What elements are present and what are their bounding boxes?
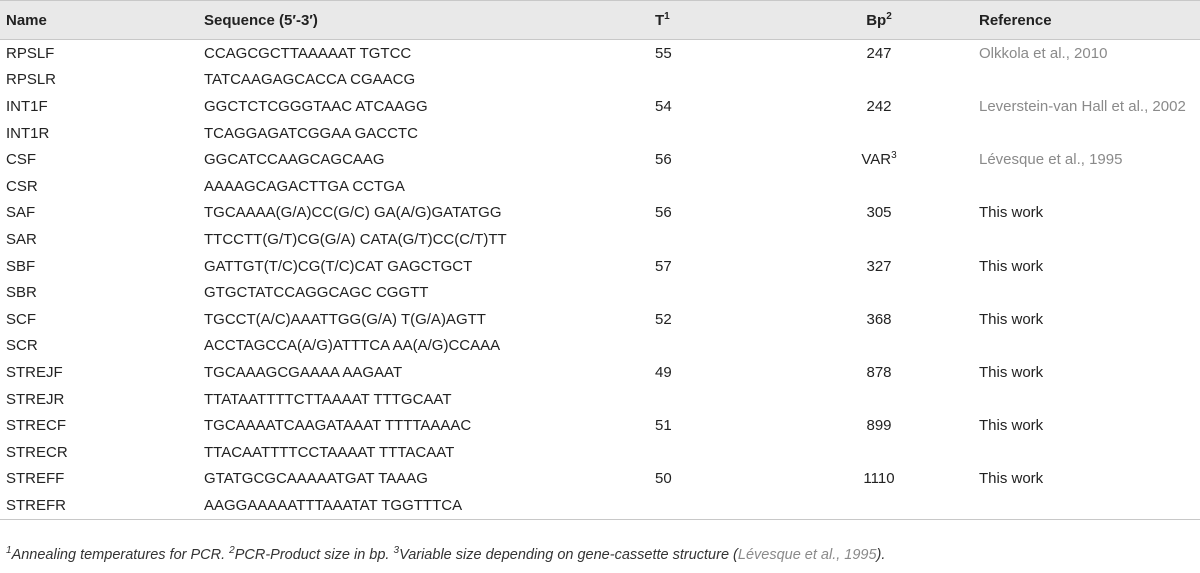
cell-bp bbox=[779, 253, 979, 280]
cell-sequence bbox=[204, 253, 655, 280]
cell-name bbox=[0, 333, 204, 360]
cell-temperature-text: 57 bbox=[655, 257, 672, 275]
cell-temperature bbox=[655, 386, 779, 413]
cell-bp bbox=[779, 466, 979, 493]
cell-bp-text: 368 bbox=[866, 310, 892, 328]
footnote-text-4: ). bbox=[876, 547, 886, 563]
cell-reference bbox=[979, 439, 1200, 466]
cell-sequence bbox=[204, 333, 655, 360]
cell-reference bbox=[979, 306, 1200, 333]
reference-link[interactable]: Lévesque et al., 1995 bbox=[979, 151, 1123, 169]
cell-reference-text: This work bbox=[979, 470, 1044, 488]
header-name bbox=[0, 1, 204, 40]
cell-bp bbox=[779, 200, 979, 227]
cell-temperature bbox=[655, 253, 779, 280]
cell-sequence bbox=[204, 386, 655, 413]
cell-reference bbox=[979, 466, 1200, 493]
header-temperature-label: T bbox=[655, 11, 665, 29]
cell-temperature bbox=[655, 67, 779, 94]
cell-name bbox=[0, 279, 204, 306]
header-reference bbox=[979, 1, 1200, 40]
cell-sequence bbox=[204, 67, 655, 94]
table-body bbox=[0, 40, 1200, 520]
reference-link[interactable]: Olkkola et al., 2010 bbox=[979, 44, 1108, 62]
cell-sequence bbox=[204, 93, 655, 120]
cell-reference bbox=[979, 200, 1200, 227]
cell-name-text: INT1F bbox=[6, 97, 48, 115]
cell-bp-text: 1110 bbox=[863, 470, 895, 488]
cell-bp bbox=[779, 492, 979, 519]
cell-temperature bbox=[655, 173, 779, 200]
cell-reference-text: This work bbox=[979, 417, 1044, 435]
cell-name bbox=[0, 412, 204, 439]
cell-reference bbox=[979, 226, 1200, 253]
cell-name-text: SCR bbox=[6, 337, 38, 355]
table-row bbox=[0, 226, 1200, 253]
table-row bbox=[0, 40, 1200, 67]
cell-reference bbox=[979, 67, 1200, 94]
cell-bp bbox=[779, 40, 979, 67]
cell-name bbox=[0, 226, 204, 253]
footnote-text-1: Annealing temperatures for PCR. bbox=[11, 547, 230, 563]
table-footnote bbox=[6, 547, 885, 563]
cell-bp bbox=[779, 146, 979, 173]
header-bp-label: Bp bbox=[866, 11, 887, 29]
cell-temperature bbox=[655, 93, 779, 120]
cell-bp bbox=[779, 333, 979, 360]
cell-reference-text: This work bbox=[979, 363, 1044, 381]
cell-name-text: SAF bbox=[6, 204, 36, 222]
footnote-text-2: PCR-Product size in bp. bbox=[234, 547, 394, 563]
cell-name-text: STRECR bbox=[6, 443, 68, 461]
cell-name-text: SAR bbox=[6, 230, 37, 248]
cell-sequence-text: TTACAATTTTCCTAAAAT TTTACAAT bbox=[204, 443, 455, 461]
cell-name bbox=[0, 40, 204, 67]
cell-bp bbox=[779, 386, 979, 413]
cell-bp-text: 305 bbox=[866, 204, 892, 222]
cell-sequence bbox=[204, 466, 655, 493]
cell-temperature bbox=[655, 146, 779, 173]
cell-sequence-text: TATCAAGAGCACCA CGAACG bbox=[204, 71, 416, 89]
footnote-mark-2: 2 bbox=[229, 545, 235, 557]
table-row bbox=[0, 67, 1200, 94]
cell-bp bbox=[779, 120, 979, 147]
cell-sequence bbox=[204, 412, 655, 439]
cell-bp-text: VAR bbox=[861, 151, 892, 169]
table-header bbox=[0, 1, 1200, 40]
cell-sequence bbox=[204, 146, 655, 173]
cell-reference bbox=[979, 279, 1200, 306]
cell-bp bbox=[779, 173, 979, 200]
cell-bp bbox=[779, 279, 979, 306]
table-row bbox=[0, 253, 1200, 280]
cell-sequence bbox=[204, 200, 655, 227]
cell-reference bbox=[979, 386, 1200, 413]
cell-bp-text: 878 bbox=[866, 363, 892, 381]
table-row bbox=[0, 173, 1200, 200]
cell-name-text: INT1R bbox=[6, 124, 50, 142]
cell-sequence-text: GGCATCCAAGCAGCAAG bbox=[204, 151, 385, 169]
header-bp bbox=[779, 1, 979, 40]
cell-temperature bbox=[655, 306, 779, 333]
cell-name bbox=[0, 439, 204, 466]
cell-bp bbox=[779, 93, 979, 120]
cell-temperature-text: 55 bbox=[655, 44, 672, 62]
footnote-mark-3: 3 bbox=[393, 545, 400, 557]
cell-name bbox=[0, 173, 204, 200]
cell-reference bbox=[979, 253, 1200, 280]
cell-temperature bbox=[655, 439, 779, 466]
cell-sequence bbox=[204, 306, 655, 333]
cell-name bbox=[0, 492, 204, 519]
cell-sequence-text: TGCAAAATCAAGATAAAT TTTTAAAAC bbox=[204, 417, 472, 435]
header-row bbox=[0, 1, 1200, 40]
cell-reference-text: This work bbox=[979, 257, 1044, 275]
cell-name bbox=[0, 200, 204, 227]
cell-sequence bbox=[204, 226, 655, 253]
cell-sequence-text: TGCAAAGCGAAAA AAGAAT bbox=[204, 363, 403, 381]
cell-sequence-text: CCAGCGCTTAAAAAT TGTCC bbox=[204, 44, 412, 62]
cell-reference-text: This work bbox=[979, 204, 1044, 222]
cell-temperature bbox=[655, 279, 779, 306]
cell-sequence-text: TTCCTT(G/T)CG(G/A) CATA(G/T)CC(C/T)TT bbox=[204, 230, 507, 248]
cell-bp bbox=[779, 226, 979, 253]
footnote-text-3: Variable size depending on gene-cassette structure ( bbox=[399, 547, 738, 563]
cell-sequence-text: ACCTAGCCA(A/G)ATTTCA AA(A/G)CCAAA bbox=[204, 337, 501, 355]
cell-sequence bbox=[204, 492, 655, 519]
cell-sequence bbox=[204, 279, 655, 306]
table-row bbox=[0, 306, 1200, 333]
cell-sequence-text: GGCTCTCGGGTAAC ATCAAGG bbox=[204, 97, 428, 115]
header-sequence bbox=[204, 1, 655, 40]
cell-temperature-text: 50 bbox=[655, 470, 672, 488]
cell-sequence bbox=[204, 359, 655, 386]
cell-name bbox=[0, 466, 204, 493]
cell-name bbox=[0, 93, 204, 120]
cell-name bbox=[0, 359, 204, 386]
cell-sequence-text: GTGCTATCCAGGCAGC CGGTT bbox=[204, 284, 429, 302]
header-sequence-label: Sequence (5′-3′) bbox=[204, 11, 318, 29]
cell-name-text: STREFF bbox=[6, 470, 65, 488]
cell-name-text: CSR bbox=[6, 177, 38, 195]
cell-temperature bbox=[655, 40, 779, 67]
cell-name-text: RPSLF bbox=[6, 44, 55, 62]
cell-reference bbox=[979, 359, 1200, 386]
cell-sequence-text: AAAAGCAGACTTGA CCTGA bbox=[204, 177, 405, 195]
footnote-mark-1: 1 bbox=[6, 545, 12, 557]
header-name-label: Name bbox=[6, 11, 47, 29]
cell-temperature-text: 56 bbox=[655, 151, 672, 169]
cell-sequence-text: TGCCT(A/C)AAATTGG(G/A) T(G/A)AGTT bbox=[204, 310, 486, 328]
cell-name-text: STREJR bbox=[6, 390, 65, 408]
table-row bbox=[0, 93, 1200, 120]
cell-reference bbox=[979, 120, 1200, 147]
cell-name-text: SBF bbox=[6, 257, 36, 275]
header-bp-footnote-mark: 2 bbox=[886, 10, 892, 22]
cell-sequence-text: GTATGCGCAAAAATGAT TAAAG bbox=[204, 470, 428, 488]
cell-temperature-text: 51 bbox=[655, 417, 672, 435]
cell-temperature bbox=[655, 200, 779, 227]
table-row bbox=[0, 386, 1200, 413]
cell-temperature-text: 49 bbox=[655, 363, 672, 381]
cell-name-text: STREJF bbox=[6, 363, 63, 381]
cell-bp bbox=[779, 67, 979, 94]
table-row bbox=[0, 333, 1200, 360]
cell-reference bbox=[979, 93, 1200, 120]
table-row bbox=[0, 466, 1200, 493]
cell-name-text: STRECF bbox=[6, 417, 66, 435]
header-temperature-footnote-mark: 1 bbox=[664, 10, 670, 22]
footnote-citation-link[interactable]: Lévesque et al., 1995 bbox=[737, 547, 877, 563]
cell-reference bbox=[979, 146, 1200, 173]
cell-temperature-text: 56 bbox=[655, 204, 672, 222]
cell-name bbox=[0, 67, 204, 94]
cell-reference-text: This work bbox=[979, 310, 1044, 328]
cell-name-text: SBR bbox=[6, 284, 37, 302]
cell-name bbox=[0, 253, 204, 280]
cell-sequence bbox=[204, 173, 655, 200]
cell-temperature bbox=[655, 333, 779, 360]
cell-reference bbox=[979, 492, 1200, 519]
cell-reference bbox=[979, 412, 1200, 439]
cell-name-text: CSF bbox=[6, 151, 36, 169]
cell-bp bbox=[779, 439, 979, 466]
cell-reference bbox=[979, 173, 1200, 200]
cell-reference bbox=[979, 333, 1200, 360]
cell-temperature bbox=[655, 226, 779, 253]
header-temperature bbox=[655, 1, 779, 40]
cell-temperature-text: 54 bbox=[655, 97, 672, 115]
cell-bp bbox=[779, 359, 979, 386]
cell-sequence bbox=[204, 40, 655, 67]
reference-link[interactable]: Leverstein-van Hall et al., 2002 bbox=[979, 97, 1186, 115]
cell-temperature bbox=[655, 120, 779, 147]
cell-bp-footnote-mark: 3 bbox=[891, 150, 897, 162]
cell-bp-text: 899 bbox=[866, 417, 892, 435]
cell-sequence-text: TGCAAAA(G/A)CC(G/C) GA(A/G)GATATGG bbox=[204, 204, 502, 222]
cell-name bbox=[0, 146, 204, 173]
cell-sequence bbox=[204, 439, 655, 466]
cell-name-text: SCF bbox=[6, 310, 36, 328]
table-row bbox=[0, 492, 1200, 519]
cell-temperature bbox=[655, 466, 779, 493]
cell-temperature-text: 52 bbox=[655, 310, 672, 328]
cell-sequence-text: TCAGGAGATCGGAA GACCTC bbox=[204, 124, 418, 142]
header-reference-label: Reference bbox=[979, 11, 1052, 29]
table-row bbox=[0, 146, 1200, 173]
cell-name bbox=[0, 306, 204, 333]
table-row bbox=[0, 120, 1200, 147]
cell-sequence-text: TTATAATTTTCTTAAAAT TTTGCAAT bbox=[204, 390, 452, 408]
cell-name bbox=[0, 120, 204, 147]
cell-sequence-text: AAGGAAAAATTTAAATAT TGGTTTCA bbox=[204, 496, 463, 514]
table-row bbox=[0, 279, 1200, 306]
cell-name-text: STREFR bbox=[6, 496, 66, 514]
cell-bp-text: 327 bbox=[866, 257, 892, 275]
cell-bp-text: 242 bbox=[866, 97, 892, 115]
cell-bp bbox=[779, 412, 979, 439]
cell-name bbox=[0, 386, 204, 413]
cell-bp bbox=[779, 306, 979, 333]
table-row bbox=[0, 439, 1200, 466]
cell-reference bbox=[979, 40, 1200, 67]
cell-sequence bbox=[204, 120, 655, 147]
table-row bbox=[0, 412, 1200, 439]
cell-temperature bbox=[655, 359, 779, 386]
cell-bp-text: 247 bbox=[866, 44, 892, 62]
cell-name-text: RPSLR bbox=[6, 71, 57, 89]
cell-temperature bbox=[655, 412, 779, 439]
table-row bbox=[0, 200, 1200, 227]
table-row bbox=[0, 359, 1200, 386]
cell-sequence-text: GATTGT(T/C)CG(T/C)CAT GAGCTGCT bbox=[204, 257, 473, 275]
cell-temperature bbox=[655, 492, 779, 519]
